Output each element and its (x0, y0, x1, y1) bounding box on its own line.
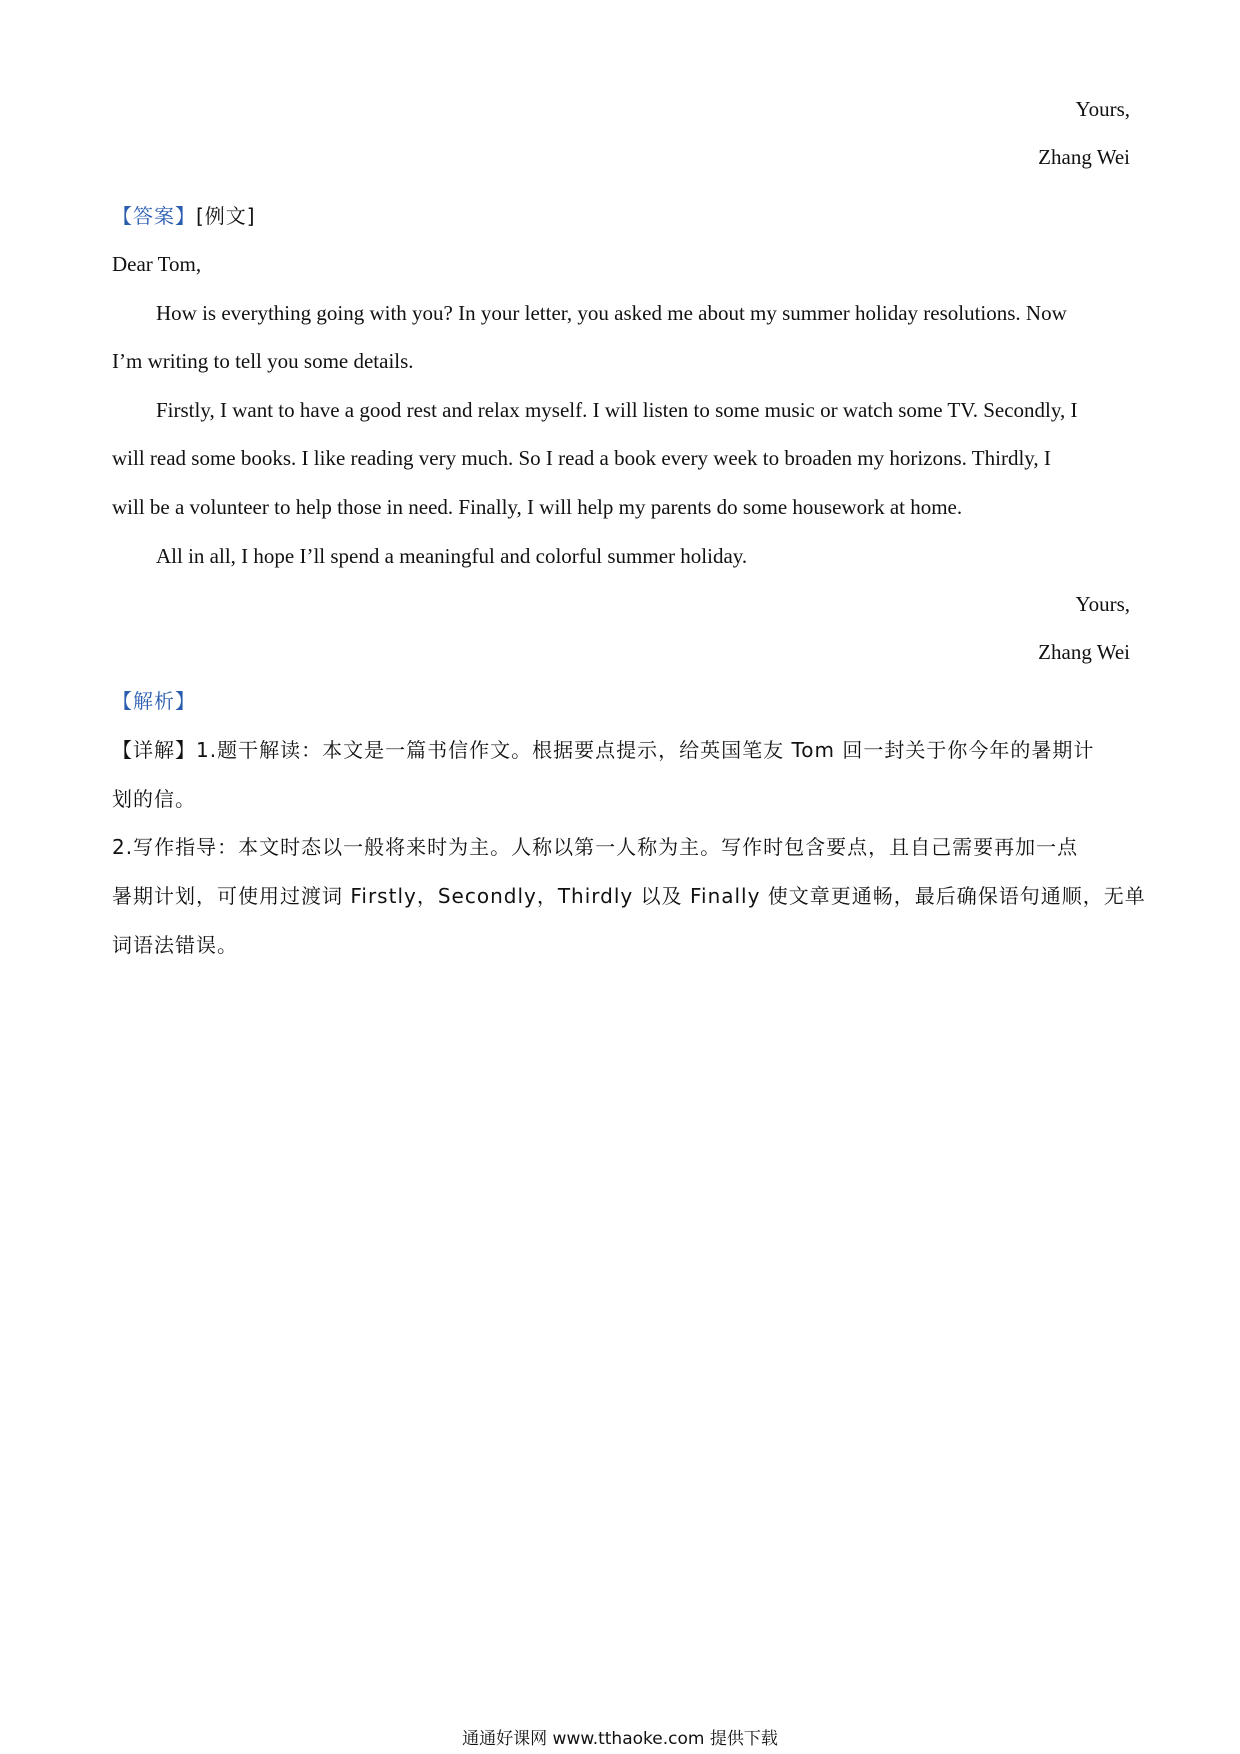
analysis-text-1: 1.题干解读：本文是一篇书信作文。根据要点提示，给英国笔友 Tom 回一封关于你今年的暑期计 (196, 738, 1095, 762)
analysis-line-5: 词语法错误。 (112, 933, 238, 957)
letter-paragraph-3-line-1: All in all, I hope I’ll spend a meaningful and colorful summer holiday. (156, 544, 748, 568)
letter-paragraph-2-line-1: Firstly, I want to have a good rest and relax myself. I will listen to some music or watch some TV. Secondly, I (156, 398, 1078, 422)
top-closing-name: Zhang Wei (1038, 145, 1130, 169)
letter-paragraph-2-line-2: will read some books. I like reading very much. So I read a book every week to broaden my horizons. Thirdly, I (112, 446, 1051, 470)
analysis-line-2: 划的信。 (112, 787, 196, 811)
answer-tag: 【答案】 (112, 204, 196, 228)
analysis-heading (112, 686, 1130, 716)
letter-closing: Yours, (1075, 592, 1130, 616)
analysis-line-4: 暑期计划，可使用过渡词 Firstly，Secondly，Thirdly 以及 Finally 使文章更通畅，最后确保语句通顺，无单 (112, 884, 1146, 908)
letter-greeting: Dear Tom, (112, 252, 202, 276)
analysis-tag: 【解析】 (112, 689, 196, 713)
detail-tag: 【详解】 (112, 738, 196, 762)
letter-paragraph-1-line-1: How is everything going with you? In your letter, you asked me about my summer holiday resolutions. Now (156, 301, 1067, 325)
letter-paragraph-1-line-2: I’m writing to tell you some details. (112, 349, 414, 373)
analysis-line-3: 2.写作指导：本文时态以一般将来时为主。人称以第一人称为主。写作时包含要点，且自己需要再加一点 (112, 835, 1079, 859)
footer-credit: 通通好课网 www.tthaoke.com 提供下载 (462, 1729, 778, 1749)
letter-signature: Zhang Wei (1038, 640, 1130, 664)
letter-paragraph-2-line-3: will be a volunteer to help those in need. Finally, I will help my parents do some housework at home. (112, 495, 963, 519)
answer-label: [例文] (196, 204, 256, 228)
top-closing-yours: Yours, (1075, 97, 1130, 121)
answer-heading (112, 201, 1130, 231)
analysis-line-1 (112, 735, 1130, 765)
